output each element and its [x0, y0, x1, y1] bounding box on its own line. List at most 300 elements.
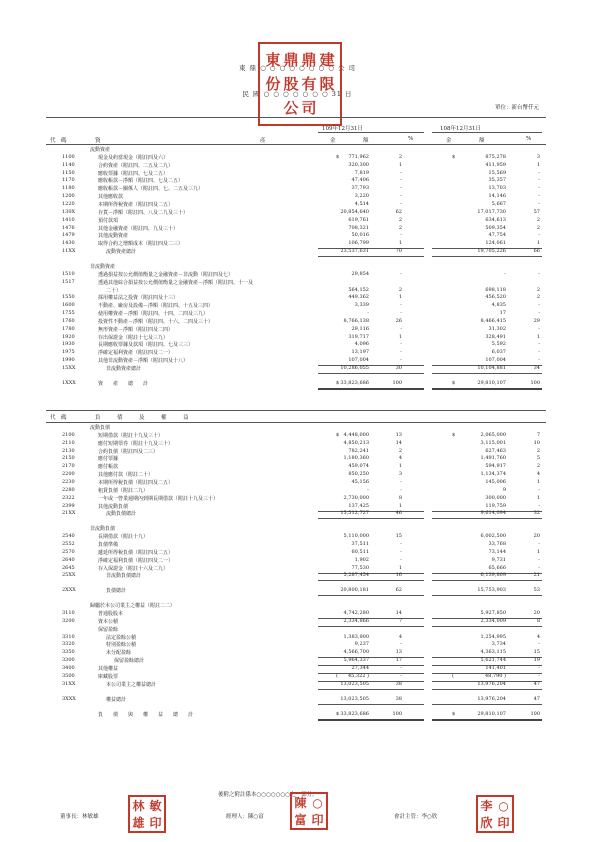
amount-prior: 124,061: [485, 240, 506, 247]
amount-prior: 145,006: [485, 478, 506, 485]
amount-current: 7,819: [354, 169, 369, 176]
currency-sign: (: [452, 672, 454, 679]
account-label: 非流動資產: [90, 263, 116, 270]
amount-current: -: [367, 486, 369, 493]
subtotal-rule: [432, 704, 530, 705]
account-label: 本公司業主之權益總計: [106, 681, 157, 688]
amount-current: 47,406: [351, 177, 369, 184]
amount-prior: 48,790 ): [484, 672, 506, 679]
account-code: 21XX: [62, 510, 76, 517]
pct-current: 4: [398, 455, 402, 462]
amount-prior: 9,731: [491, 556, 506, 563]
subtotal-rule: [530, 256, 542, 257]
chairman-seal: [128, 795, 166, 833]
account-code: 1990: [62, 357, 75, 364]
amount-current: 20,800,181: [340, 587, 369, 594]
date1-underline: [318, 132, 424, 133]
amount-prior: 35,357: [488, 177, 506, 184]
amount-prior: 13,976,204: [477, 680, 506, 687]
amount-prior: 698,118: [485, 286, 506, 293]
pct-current: -: [400, 486, 402, 493]
pct-prior: -: [538, 357, 540, 364]
pct-prior: 66: [533, 248, 540, 255]
amount-current: 10,286,055: [340, 365, 369, 371]
pct-prior: -: [538, 193, 540, 200]
pct-current: 2: [398, 216, 402, 223]
pct-current: 4: [398, 633, 402, 640]
amount-current: 4,448,000: [343, 431, 369, 438]
amount-current: 449,362: [348, 294, 369, 301]
manager-signature: 經理人：陳○富: [226, 814, 264, 820]
currency-sign: $: [452, 379, 456, 386]
pct-prior: 34: [533, 365, 540, 371]
amount-current: 13,023,505: [340, 680, 369, 687]
account-label: 特別盈餘公積: [106, 642, 137, 649]
amount-prior: 65,666: [488, 564, 506, 571]
pct-current: 1: [398, 333, 402, 340]
account-code: 130X: [62, 208, 76, 215]
subtotal-rule: [432, 580, 530, 581]
pct-current: -: [400, 672, 402, 679]
pct-current: 30: [395, 365, 402, 371]
amount-current: 37,793: [351, 185, 369, 192]
account-code: 15XX: [62, 365, 76, 371]
account-label: 其他金融資產（附註四、九及三十）: [98, 225, 179, 232]
amount-current: 33,823,686: [340, 710, 369, 717]
account-code: 2100: [62, 431, 75, 438]
amount-prior: 456,520: [485, 294, 506, 301]
subtotal-rule: [412, 256, 424, 257]
pct-current: 70: [395, 248, 402, 255]
pct-current: 1: [398, 463, 402, 470]
pct-prior: 32: [533, 510, 540, 517]
pct-current: 14: [395, 610, 402, 617]
amount-current: 1,902: [354, 556, 369, 563]
subtotal-rule: [530, 689, 542, 690]
subtotal-rule: [412, 704, 424, 705]
seal-char: 印: [149, 815, 162, 830]
account-code: 1975: [62, 349, 75, 356]
pct-current: -: [400, 169, 402, 176]
amount-current: 27,344: [351, 664, 369, 671]
pct-prior: 57: [533, 208, 540, 215]
account-label: 應付短期票券（附註十九及三十）: [98, 440, 174, 447]
pct-current: -: [400, 200, 402, 207]
account-code: 1220: [62, 200, 75, 207]
pct-current: -: [400, 193, 402, 200]
amount-prior: 9: [502, 486, 506, 493]
pct-current: 2: [398, 224, 402, 231]
code-header: 代 碼: [50, 138, 67, 144]
account-label: 非流動負債總計: [106, 573, 142, 580]
currency-sign: $: [452, 431, 456, 438]
amount-current: 708,321: [348, 224, 369, 231]
pct-prior: 8: [536, 617, 540, 624]
seal-char: 份: [265, 74, 281, 93]
account-code: 2645: [62, 564, 75, 571]
subtotal-rule: [530, 518, 542, 519]
pct-current: 13: [395, 431, 402, 438]
amount-current: 5,110,000: [343, 533, 369, 540]
amount-prior: 3,115,001: [480, 439, 506, 446]
currency-sign: $: [452, 153, 456, 160]
total-double-rule: [412, 719, 424, 721]
pct-current: -: [400, 325, 402, 332]
account-code: 11XX: [62, 248, 76, 255]
pct-prior: 5: [536, 455, 540, 462]
amount-current: 106,799: [348, 240, 369, 247]
pct-current: 2: [398, 153, 402, 160]
pct-prior: 1: [536, 333, 540, 340]
pct-current: 1: [398, 564, 402, 571]
pct-prior: 29: [533, 317, 540, 324]
account-label: 應收帳款－淨額（附註四、七及二五）: [98, 178, 184, 185]
account-label: 負債總計: [106, 588, 127, 595]
seal-char: ○: [312, 795, 323, 810]
account-code: 1920: [62, 333, 75, 340]
amount-prior: 13,976,204: [477, 695, 506, 702]
accountant-signature: 會計主管：李○欣: [394, 814, 438, 820]
pct-current: 1: [398, 161, 402, 168]
date2-underline: [432, 132, 542, 133]
account-label: 長期應收票據及款項（附註四、七及三三）: [98, 342, 194, 349]
pct-prior: 3: [536, 153, 540, 160]
pct-prior: 21: [533, 572, 540, 579]
amount-prior: 119,759: [485, 502, 506, 509]
pct-current: -: [400, 232, 402, 239]
account-code: 2280: [62, 486, 75, 493]
manager-seal: [290, 792, 328, 830]
pct-prior: 1: [536, 548, 540, 555]
header-rule-top: [46, 117, 546, 118]
pct-prior: 1: [536, 240, 540, 247]
chairman-signature: 董事長：林敏雄: [60, 814, 99, 820]
account-code: 1150: [62, 169, 75, 176]
amount-current: 60,511: [351, 548, 369, 555]
subtotal-rule: [412, 689, 424, 690]
amount-current: 20,854,640: [340, 208, 369, 215]
account-code: 1550: [62, 294, 75, 301]
subtotal-rule: [530, 373, 542, 374]
currency-sign: $: [336, 710, 340, 717]
account-label: 資 產 總 計: [98, 380, 149, 387]
pct-prior: -: [538, 540, 540, 547]
pct-prior: 47: [533, 680, 540, 687]
amount-current: 1,383,900: [343, 633, 369, 640]
pct-current: -: [400, 310, 402, 317]
account-label: 合約資產（附註四、二五及二九）: [98, 162, 174, 169]
amount-current: 107,004: [348, 357, 369, 364]
seal-char: 公: [283, 98, 299, 117]
account-label: 存貨－淨額（附註四、八及二九及三十）: [98, 209, 189, 216]
amount-prior: 15,753,903: [477, 587, 506, 594]
pct-prior: -: [538, 169, 540, 176]
amount-prior: 10,104,881: [477, 365, 506, 371]
pct-current: 7: [398, 617, 402, 624]
pct-prior: 2: [536, 447, 540, 454]
account-label: 其他非流動資產－淨額（附註四及十八）: [98, 358, 189, 365]
pct-prior: 2: [536, 286, 540, 293]
account-code: 1100: [62, 153, 75, 160]
seal-char: 建: [319, 50, 335, 69]
amount-current: 771,962: [348, 153, 369, 160]
pct-prior: -: [538, 325, 540, 332]
pct-current: 15: [395, 533, 402, 540]
amount-prior: 328,491: [485, 333, 506, 340]
amount-prior: 6,037: [491, 349, 506, 356]
pct-header-1: %: [408, 136, 414, 142]
account-label: 其他流動負債: [98, 503, 129, 510]
pct-prior: 4: [536, 633, 540, 640]
amount-prior: 300,000: [485, 494, 506, 501]
subtotal-rule: [432, 373, 530, 374]
amount-prior: 13,703: [488, 185, 506, 192]
account-label: 投資性不動產－淨額（附註四、十六、二四及三十）: [98, 318, 214, 325]
currency-unit: 單位：新台幣仟元: [494, 105, 539, 111]
account-label: 一年或一營業週期內到期長期借款（附註十九及三十）: [98, 495, 219, 502]
amount-current: 29,854: [351, 270, 369, 277]
pct-prior: 10: [533, 439, 540, 446]
currency-sign: $: [336, 153, 340, 160]
account-code: 2399: [62, 502, 75, 509]
amount-prior: 8,466,415: [480, 317, 506, 324]
seal-char: 股: [283, 74, 299, 93]
amount-current: 319,717: [348, 333, 369, 340]
pct-prior: -: [538, 185, 540, 192]
pct-current: 1: [398, 240, 402, 247]
pct-current: 16: [395, 572, 402, 579]
account-code: 2552: [62, 540, 75, 547]
pct-current: -: [400, 548, 402, 555]
pct-current: 62: [395, 587, 402, 594]
account-code: 1517: [62, 278, 75, 285]
account-code: 1180: [62, 185, 75, 192]
subtotal-rule: [318, 256, 412, 257]
amount-prior: 19,705,226: [477, 248, 506, 255]
account-code: 3310: [62, 633, 75, 640]
pct-prior: -: [538, 664, 540, 671]
account-code: 2150: [62, 455, 75, 462]
account-code: 1600: [62, 302, 75, 309]
seal-char: 限: [319, 74, 335, 93]
amount-prior: 4,835: [491, 302, 506, 309]
account-label: 權益總計: [106, 696, 127, 703]
account-label: 其他應付款（附註二十）: [98, 472, 154, 479]
pct-current: 62: [395, 208, 402, 215]
amount-current: 13,197: [351, 349, 369, 356]
amount-current: 45,322 ): [347, 672, 369, 679]
amount-current: 33,823,686: [340, 379, 369, 386]
account-label: 不動產、廠房及設備－淨額（附註四、十五及三四）: [98, 303, 214, 310]
pct-prior: -: [538, 341, 540, 348]
pct-prior: 1: [536, 478, 540, 485]
pct-prior: 15: [533, 649, 540, 656]
amount-current: 29,116: [351, 325, 369, 332]
pct-prior: 2: [536, 224, 540, 231]
account-code: 2200: [62, 471, 75, 478]
pct-header-2: %: [526, 136, 532, 142]
total-double-rule: [318, 719, 412, 721]
account-label: 非流動負債: [90, 526, 116, 533]
account-label: 淨確定福利資產（附註四及二一）: [98, 350, 174, 357]
liab-header-rule-bottom: [46, 422, 546, 423]
amount-current: 3,220: [354, 193, 369, 200]
currency-sign: $: [336, 431, 340, 438]
amount-current: 23,537,631: [340, 248, 369, 255]
amount-current: 4,514: [354, 200, 369, 207]
account-label: 負債準備: [98, 541, 119, 548]
amount-current: 459,074: [348, 463, 369, 470]
asset-item-header: 資 產: [95, 138, 266, 144]
amount-prior: 31,302: [488, 325, 506, 332]
subtotal-rule: [318, 518, 412, 519]
account-label: 庫藏股票: [98, 673, 119, 680]
account-label: 歸屬於本公司業主之權益（附註二二）: [90, 603, 176, 610]
amount-current: 2,334,866: [343, 617, 369, 624]
pct-prior: 100: [530, 379, 540, 386]
amount-prior: 29,810,107: [477, 379, 506, 386]
amount-prior: 6,002,500: [480, 533, 506, 540]
seal-char: 印: [497, 815, 510, 830]
pct-current: 3: [398, 471, 402, 478]
pct-prior: -: [538, 502, 540, 509]
amount-current: 45,156: [351, 478, 369, 485]
account-code: 25XX: [62, 572, 76, 579]
pct-current: 1: [398, 294, 402, 301]
account-code: 1XXX: [62, 379, 76, 386]
account-code: 1479: [62, 232, 75, 239]
subtotal-rule: [412, 595, 424, 596]
pct-current: 2: [398, 286, 402, 293]
total-double-rule: [412, 388, 424, 390]
pct-current: 26: [395, 317, 402, 324]
pct-current: -: [400, 185, 402, 192]
pct-current: -: [400, 540, 402, 547]
company-name: 東 鼎 ○ ○ ○ ○ ○ ○ ○ ○ 公 司: [238, 64, 357, 72]
amount-prior: 47,754: [488, 232, 506, 239]
account-label: 其他流動資產: [98, 233, 129, 240]
amount-current: 4,566,700: [343, 649, 369, 656]
account-label: 普通股股本: [98, 611, 124, 618]
header-rule-bottom: [46, 144, 546, 145]
account-code: 3400: [62, 664, 75, 671]
amount-prior: 17: [499, 310, 506, 317]
account-code: 2570: [62, 548, 75, 555]
amount-prior: 1,491,760: [480, 455, 506, 462]
subtotal-rule: [530, 580, 542, 581]
account-code: 3350: [62, 649, 75, 656]
account-label: 流動負債總計: [106, 511, 137, 518]
subtotal-rule: [318, 704, 412, 705]
seal-char: 鼎: [301, 50, 317, 69]
account-label: 取得合約之增額成本（附註四及二三）: [98, 241, 184, 248]
currency-sign: (: [336, 672, 338, 679]
account-code: 2540: [62, 533, 75, 540]
pct-prior: -: [538, 641, 540, 648]
account-code: 1170: [62, 177, 75, 184]
amount-prior: 5,592: [491, 341, 506, 348]
accountant-seal: [476, 795, 514, 833]
total-double-rule: [318, 388, 412, 390]
subtotal-rule: [318, 580, 412, 581]
amount-current: 4,096: [354, 341, 369, 348]
account-label: 淨確定福利負債（附註四及二一）: [98, 557, 174, 564]
liab-header-rule-top: [46, 410, 546, 411]
subtotal-rule: [412, 373, 424, 374]
amount-prior: 73,144: [488, 548, 506, 555]
pct-current: 2: [398, 447, 402, 454]
account-label: 應收票據（附註四、七及二五）: [98, 170, 169, 177]
pct-prior: 20: [533, 533, 540, 540]
account-label: 應收帳款－關係人（附註四、七、二五及三九）: [98, 186, 204, 193]
pct-current: -: [400, 270, 402, 277]
account-code: 2322: [62, 494, 75, 501]
subtotal-rule: [318, 595, 412, 596]
amount-prior: 14,146: [488, 193, 506, 200]
amount-prior: 107,004: [485, 357, 506, 364]
pct-current: -: [400, 478, 402, 485]
pct-prior: -: [538, 232, 540, 239]
account-label: 透過損益按公允價值衡量之金融資產－非流動（附註四及七）: [98, 271, 234, 278]
amount-current: 5,964,337: [343, 657, 369, 664]
pct-prior: 1: [536, 494, 540, 501]
date1-header: 109年12月31日: [322, 126, 363, 132]
subtotal-rule: [412, 580, 424, 581]
amount-current: 1,180,360: [343, 455, 369, 462]
amount-current: 37,511: [351, 540, 369, 547]
amount-prior: 9,614,094: [480, 510, 506, 517]
amount-prior: 4,363,115: [480, 649, 506, 656]
seal-char: 有: [301, 74, 317, 93]
amount-current: 564,152: [348, 286, 369, 293]
account-label: 存出保證金（附註十七及三九）: [98, 334, 169, 341]
seal-char: 鼎: [283, 50, 299, 69]
total-double-rule: [530, 719, 542, 721]
amount-current: 137,425: [348, 502, 369, 509]
currency-sign: $: [336, 379, 340, 386]
amount-prior: -: [504, 270, 506, 277]
amount-prior: 509,354: [485, 224, 506, 231]
amount-current: -: [367, 310, 369, 317]
subtotal-rule: [412, 518, 424, 519]
amount-current: 15,512,727: [340, 510, 369, 517]
account-code: 3200: [62, 617, 75, 624]
pct-current: 1: [398, 502, 402, 509]
pct-prior: 2: [536, 294, 540, 301]
seal-char: 東: [265, 50, 281, 69]
account-code: 1430: [62, 240, 75, 247]
amount-prior: 15,569: [488, 169, 506, 176]
amount-prior: 2,065,000: [480, 431, 506, 438]
seal-char: 雄: [132, 815, 145, 830]
amount-current: 4,850,213: [343, 439, 369, 446]
pct-current: 46: [395, 510, 402, 517]
amount-prior: 3,734: [491, 641, 506, 648]
seal-char: 李: [480, 798, 493, 813]
account-code: 2230: [62, 478, 75, 485]
pct-current: -: [400, 302, 402, 309]
account-label: 未分配盈餘: [106, 650, 132, 657]
subtotal-rule: [530, 704, 542, 705]
currency-sign: $: [452, 710, 456, 717]
pct-prior: 2: [536, 463, 540, 470]
account-label: 二十）: [106, 287, 122, 294]
account-code: 3XXX: [62, 695, 76, 702]
account-label: 保留盈餘: [98, 626, 119, 633]
account-code: 2130: [62, 447, 75, 454]
amount-prior: 17,017,730: [477, 208, 506, 215]
account-code: 31XX: [62, 680, 76, 687]
